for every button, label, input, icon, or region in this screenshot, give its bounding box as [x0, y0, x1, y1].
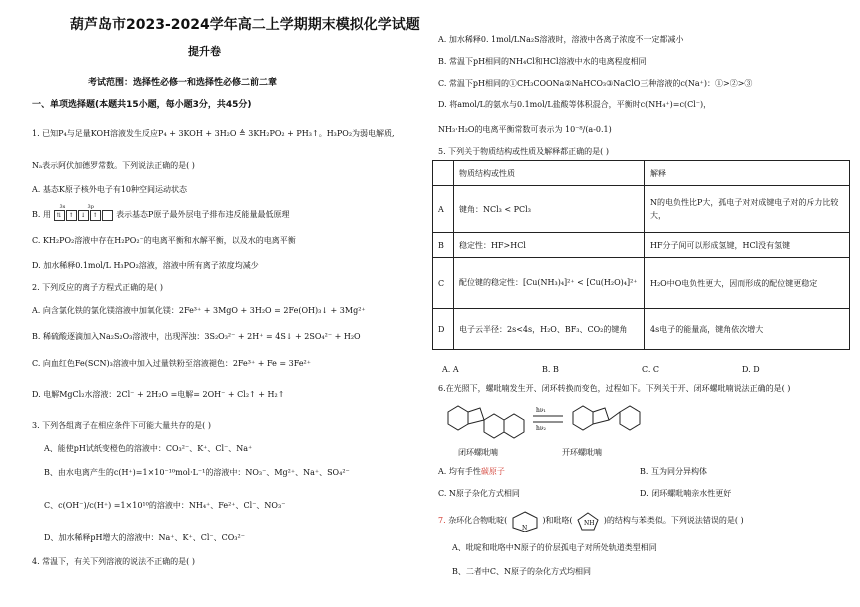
table-row — [433, 186, 850, 233]
orbital-diagram — [54, 204, 114, 221]
orbital-box: ↑ — [90, 210, 101, 221]
q7-text-pre: 杂环化合物吡啶( — [448, 516, 508, 525]
question-7-number: 7. — [438, 516, 446, 525]
pyrrole-structure — [575, 510, 601, 532]
exam-subtitle: 提升卷 — [188, 45, 221, 58]
table-header-cell: 物质结构或性质 — [454, 161, 645, 186]
arrow-top-label: hν₁ — [536, 407, 546, 414]
q2-option-d: D. 电解MgCl₂水溶液：2Cl⁻ + 2H₂O =电解= 2OH⁻ + Cl₂↑ + H₂↑ — [32, 390, 285, 399]
q2-option-a: A. 向含氯化铁的氯化镁溶液中加氧化镁：2Fe³⁺ + 3MgO + 3H₂O = 2Fe(OH)₃↓ + 3Mg²⁺ — [32, 306, 366, 315]
benzene-ring — [573, 406, 593, 430]
table-header-row — [433, 161, 850, 186]
q2-option-c: C. 向血红色Fe(SCN)₃溶液中加入过量铁粉至溶液褪色：2Fe³⁺ + Fe = 3Fe²⁺ — [32, 359, 311, 368]
q5-option-a: A. A — [442, 365, 459, 374]
orbital-3s-label: 3s — [59, 204, 66, 211]
right-column — [432, 0, 852, 607]
table-row — [433, 233, 850, 258]
question-6-stem: 6.在光照下，螺吡喃发生开、闭环转换而变色，过程如下。下列关于开、闭环螺吡喃说法正确的是( ) — [438, 384, 791, 393]
q1-option-a: A. 基态K原子核外电子有10种空间运动状态 — [32, 185, 188, 194]
table-cell: C — [433, 258, 454, 309]
q6-option-b: B. 互为同分异构体 — [640, 467, 707, 476]
nh-group-label: NH — [584, 520, 595, 527]
spiropyran-diagram — [438, 398, 648, 448]
pyran-ring — [484, 414, 504, 438]
q1-option-d: D. 加水稀释0.1mol/L H₃PO₂溶液，溶液中所有离子浓度均减少 — [32, 261, 259, 270]
q3-option-d: D、加水稀释pH增大的溶液中：Na⁺、K⁺、Cl⁻、CO₃²⁻ — [44, 533, 245, 542]
q1-option-b-pre: B. 用 — [32, 210, 51, 219]
q4-option-b: B. 常温下pH相同的NH₄Cl和HCl溶液中水的电离程度相同 — [438, 57, 647, 66]
q6-option-a-text: A. 均有手性 — [438, 467, 481, 476]
question-5-stem: 5. 下列关于物质结构或性质及解释都正确的是( ) — [438, 147, 609, 156]
table-cell: 键角：NCl₃ < PCl₃ — [454, 186, 645, 233]
q7-option-a: A、吡啶和吡咯中N原子的价层孤电子对所处轨道类型相同 — [452, 543, 657, 552]
q6-option-a — [438, 466, 505, 477]
left-column — [0, 0, 420, 607]
q3-option-c: C、c(OH⁻)/c(H⁺) =1×10¹⁰的溶液中：NH₄⁺、Fe²⁺、Cl⁻、NO₃⁻ — [44, 501, 286, 510]
q1-option-b-post: 表示基态P原子最外层电子排布违反能量最低原理 — [116, 210, 290, 219]
q5-option-b: B. B — [542, 365, 559, 374]
orbital-box — [102, 210, 113, 221]
table-cell: 配位键的稳定性：[Cu(NH₃)₄]²⁺ < [Cu(H₂O)₄]²⁺ — [454, 258, 645, 309]
bond-line — [609, 412, 620, 420]
q6-option-c: C. N原子杂化方式相同 — [438, 489, 520, 498]
question-7-stem — [438, 510, 744, 532]
q4-option-d: D. 将amol/L的氨水与0.1mol/L盐酸等体积混合，平衡时c(NH₄⁺)=c(Cl⁻)， — [438, 100, 712, 109]
table-cell: 4s电子的能量高，键角依次增大 — [645, 309, 850, 350]
benzene-ring — [448, 406, 468, 430]
q4-option-c: C. 常温下pH相同的①CH₃COONa②NaHCO₃③NaClO三种溶液的c(Na⁺)：①>②>③ — [438, 79, 753, 88]
orbital-3p-label: 3p — [87, 204, 94, 211]
question-1-stem: 1. 已知P₄与足量KOH溶液发生反应P₄ + 3KOH + 3H₂O ≜ 3KH₂PO₂ + PH₃↑。H₃PO₂为弱电解质, — [32, 129, 395, 138]
q3-option-b: B、由水电离产生的c(H⁺)=1×10⁻¹⁰mol·L⁻¹的溶液中：NO₃⁻、Mg²⁺、Na⁺、SO₄²⁻ — [44, 468, 350, 477]
question-4-stem: 4. 常温下，有关下列溶液的说法不正确的是( ) — [32, 557, 195, 566]
orbital-box: ↑ — [66, 210, 77, 221]
question-1-stem-2: Nₐ表示阿伏加德罗常数。下列说法正确的是( ) — [32, 161, 195, 170]
exam-scope: 考试范围：选择性必修一和选择性必修二前二章 — [88, 78, 278, 88]
orbital-box: ↓ — [78, 210, 89, 221]
table-cell: N的电负性比P大，孤电子对对成键电子对的斥力比较大， — [645, 186, 850, 233]
q1-option-b — [32, 204, 290, 221]
table-cell: 电子云半径：2s<4s，H₂O、BF₃、CO₂的键角 — [454, 309, 645, 350]
table-cell: D — [433, 309, 454, 350]
question-2-stem: 2. 下列反应的离子方程式正确的是( ) — [32, 283, 163, 292]
benzene-ring — [504, 414, 524, 438]
table-cell: HF分子间可以形成氢键，HCl没有氢键 — [645, 233, 850, 258]
five-ring — [593, 408, 609, 424]
q7-text-post: )的结构与苯类似。下列说法错误的是( ) — [603, 516, 744, 525]
q7-option-b: B、二者中C、N原子的杂化方式均相同 — [452, 567, 591, 576]
q7-text-mid: )和吡咯( — [542, 516, 573, 525]
q4-option-a: A. 加水稀释0. 1mol/LNa₂S溶液时，溶液中各离子浓度不一定都减小 — [438, 35, 684, 44]
nitrogen-atom-label: N — [521, 525, 528, 532]
q1-option-c: C. KH₂PO₂溶液中存在H₂PO₂⁻的电离平衡和水解平衡，以及水的电离平衡 — [32, 236, 296, 245]
table-cell: B — [433, 233, 454, 258]
q5-option-c: C. C — [642, 365, 660, 374]
open-spiropyran-label: 开环螺吡喃 — [562, 448, 602, 457]
arrow-bottom-label: hν₂ — [536, 425, 546, 432]
table-header-cell: 解释 — [645, 161, 850, 186]
q2-option-b: B. 稀硫酸逐滴加入Na₂S₂O₃溶液中，出现浑浊：3S₂O₃²⁻ + 2H⁺ = 4S↓ + 2SO₄²⁻ + H₂O — [32, 332, 361, 341]
q6-option-d: D. 闭环螺吡喃亲水性更好 — [640, 489, 732, 498]
q6-option-a-highlight: 碳原子 — [480, 467, 505, 476]
closed-spiropyran-label: 闭环螺吡喃 — [458, 448, 498, 457]
table-row — [433, 309, 850, 350]
question-3-stem: 3. 下列各组离子在相应条件下可能大量共存的是( ) — [32, 421, 211, 430]
table-cell: 稳定性：HF>HCl — [454, 233, 645, 258]
benzene-ring — [620, 406, 640, 430]
table-header-cell — [433, 161, 454, 186]
five-ring — [468, 408, 484, 424]
q4-option-d-formula: NH₃·H₂O的电离平衡常数可表示为 10⁻⁸/(a-0.1) — [438, 125, 612, 134]
table-row — [433, 258, 850, 309]
exam-title: 葫芦岛市2023-2024学年高二上学期期末模拟化学试题 — [70, 17, 420, 33]
pyridine-structure — [510, 510, 540, 532]
q3-option-a: A、能使pH试纸变橙色的溶液中：CO₃²⁻、K⁺、Cl⁻、Na⁺ — [44, 444, 253, 453]
q5-option-d: D. D — [742, 365, 760, 374]
question-5-table — [432, 160, 850, 350]
section-heading: 一、单项选择题(本题共15小题，每小题3分，共45分) — [32, 100, 252, 110]
table-cell: H₂O中O电负性更大，因而形成的配位键更稳定 — [645, 258, 850, 309]
table-cell: A — [433, 186, 454, 233]
orbital-box: ⇅ — [54, 210, 65, 221]
